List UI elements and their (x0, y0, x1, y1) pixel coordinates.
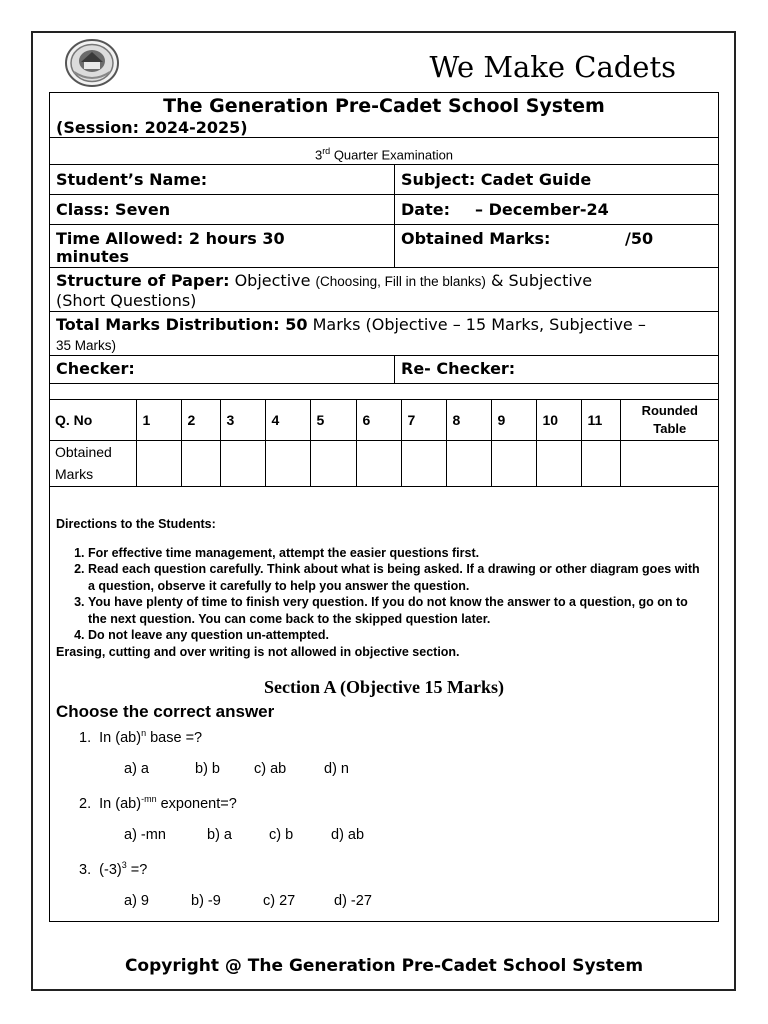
checker-row (49, 356, 719, 384)
school-logo-icon (62, 38, 122, 88)
question-1: 1. In (ab)$^n$ base =? (79, 728, 203, 746)
checker-label: Checker: (56, 359, 135, 378)
mark-entry-cell (265, 440, 310, 486)
option: d) -27 (334, 893, 372, 909)
option: a) 9 (124, 893, 149, 909)
question-2: 2. In (ab)$^{-mn}$ exponent=? (79, 794, 237, 812)
date-value: – December-24 (475, 200, 609, 219)
option: c) ab (254, 761, 287, 777)
direction-item: 1. For effective time management, attempt the easier questions first. (88, 545, 706, 562)
time-allowed-line2: minutes (56, 247, 129, 266)
student-name-label: Student’s Name: (56, 170, 208, 189)
session: (Session: 2024-2025) (56, 118, 248, 137)
qno-cell: 7 (401, 400, 446, 440)
class-label: Class: Seven (56, 200, 171, 219)
mark-entry-cell (401, 440, 446, 486)
mark-entry-cell (620, 440, 719, 486)
mark-entry-cell (220, 440, 265, 486)
mark-entry-cell (136, 440, 181, 486)
qno-row (49, 400, 719, 440)
qno-cell: 6 (356, 400, 401, 440)
obtained-marks-row (49, 440, 719, 486)
structure-line1: Structure of Paper: Objective (Choosing, Fill in the blanks) & Subjective (56, 271, 593, 290)
total-marks-row (49, 312, 719, 356)
mark-entry-cell (446, 440, 491, 486)
obtained-marks-label: Obtained Marks: (401, 229, 551, 248)
directions-list (56, 545, 706, 644)
direction-item: 4. Do not leave any question un-attempted. (88, 627, 706, 644)
mark-entry-cell (310, 440, 356, 486)
directions (56, 516, 706, 660)
title-row (49, 92, 719, 138)
student-row (49, 165, 719, 195)
date-label: Date: (401, 200, 450, 219)
qno-cell: 8 (446, 400, 491, 440)
brand-slogan: We Make Cadets (429, 50, 676, 84)
qno-cell: 3 (220, 400, 265, 440)
section-instruction: Choose the correct answer (56, 702, 275, 721)
total-marks-line2: 35 Marks) (56, 338, 117, 353)
mark-entry-cell (181, 440, 220, 486)
structure-row (49, 268, 719, 312)
time-allowed-line1: Time Allowed: 2 hours 30 (56, 229, 285, 248)
mark-entry-cell (536, 440, 581, 486)
qno-cell: 10 (536, 400, 581, 440)
directions-note: Erasing, cutting and over writing is not allowed in objective section. (56, 644, 460, 659)
qno-label: Q. No (49, 400, 136, 440)
option: c) 27 (263, 893, 296, 909)
structure-line2: (Short Questions) (56, 291, 197, 310)
mark-entry-cell (581, 440, 620, 486)
school-title: The Generation Pre-Cadet School System (163, 95, 605, 117)
option: b) b (195, 761, 220, 777)
copyright-footer: Copyright @ The Generation Pre-Cadet School System (124, 956, 644, 976)
directions-title: Directions to the Students: (56, 517, 216, 531)
total-marks-line1: Total Marks Distribution: 50 Marks (Objective – 15 Marks, Subjective – (56, 315, 646, 334)
qno-cell: 2 (181, 400, 220, 440)
class-row (49, 195, 719, 225)
rechecker-label: Re- Checker: (401, 359, 516, 378)
spacer-row (49, 384, 719, 400)
qno-cell: 1 (136, 400, 181, 440)
option: a) a (124, 761, 149, 777)
option: c) b (269, 827, 294, 843)
rounded-table-header: Rounded Table (620, 400, 719, 440)
direction-item: 3. You have plenty of time to finish very question. If you do not know the answer to a question, go on to the next question. You can come back to the skipped question later. (88, 594, 706, 627)
direction-item: 2. Read each question carefully. Think about what is being asked. If a drawing or other diagram goes with a question, observe it carefully to help you answer the question. (88, 561, 706, 594)
option: a) -mn (124, 827, 166, 843)
mark-entry-cell (491, 440, 536, 486)
qno-cell: 5 (310, 400, 356, 440)
obtained-label: Obtained Marks (49, 440, 136, 486)
marks-table (49, 400, 719, 487)
option: b) a (207, 827, 232, 843)
exam-name: 3rd Quarter Examination (314, 146, 454, 163)
exam-row (49, 138, 719, 165)
qno-cell: 9 (491, 400, 536, 440)
question-3: 3. $(-3)^3$ =? (79, 860, 148, 878)
option: d) ab (331, 827, 365, 843)
option: d) n (324, 761, 349, 777)
total-out-of: /50 (625, 229, 654, 248)
subject-label: Subject: Cadet Guide (401, 170, 592, 189)
time-row (49, 225, 719, 268)
qno-cell: 11 (581, 400, 620, 440)
qno-cell: 4 (265, 400, 310, 440)
option: b) -9 (191, 893, 221, 909)
mark-entry-cell (356, 440, 401, 486)
section-title: Section A (Objective 15 Marks) (264, 677, 504, 697)
